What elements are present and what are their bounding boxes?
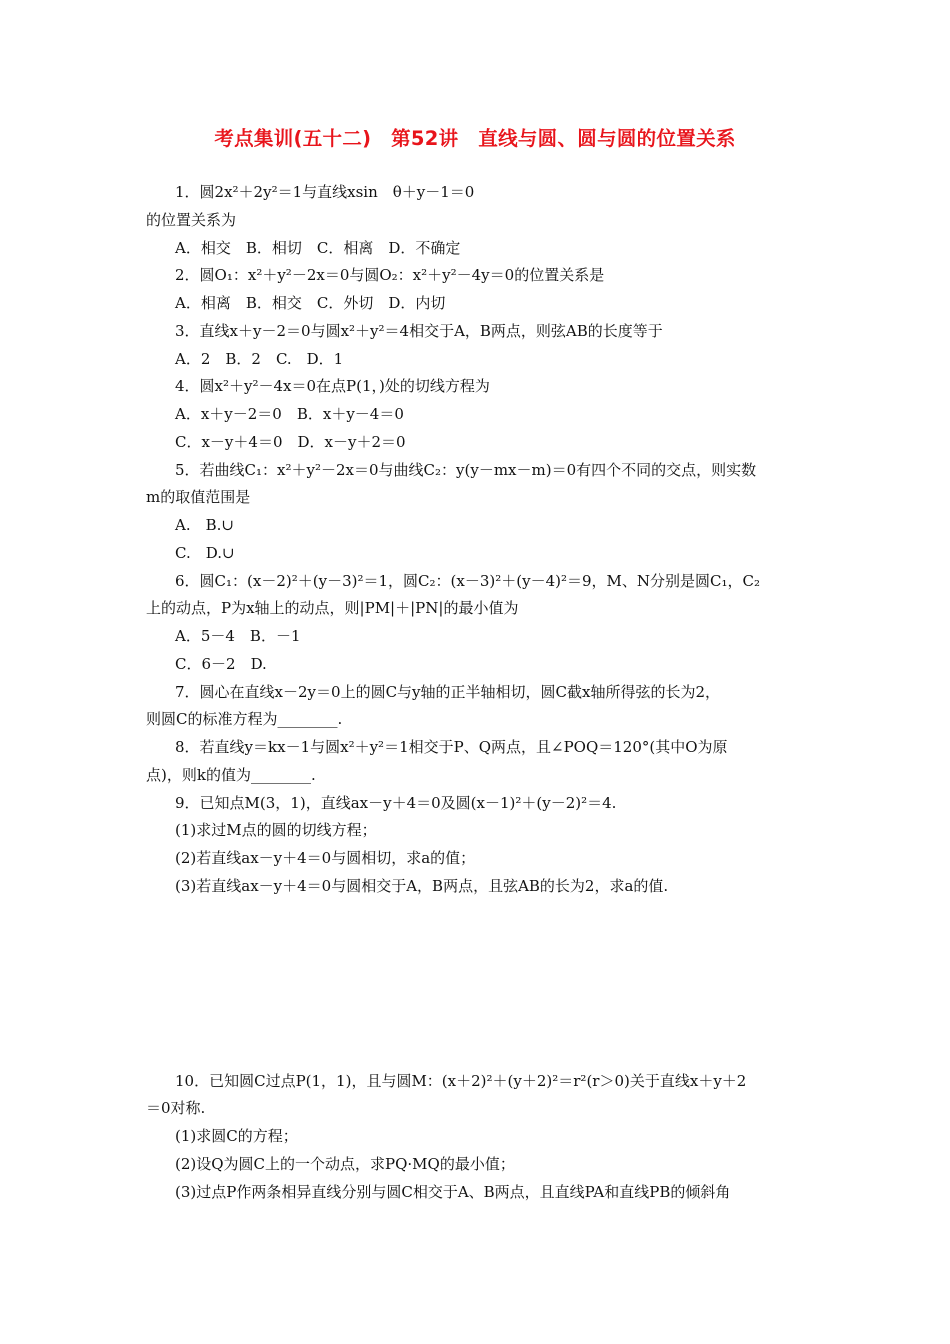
text-line: 9．已知点M(3，1)，直线ax－y＋4＝0及圆(x－1)²＋(y－2)²＝4. — [175, 794, 617, 812]
text-line: 1．圆2x²＋2y²＝1与直线xsin θ＋y－1＝0 — [175, 183, 475, 201]
text-line: (2)若直线ax－y＋4＝0与圆相切，求a的值； — [175, 849, 476, 867]
text-line: (2)设Q为圆C上的一个动点，求PQ·MQ的最小值； — [175, 1155, 515, 1173]
text-line: C．6－2 D. — [175, 655, 267, 673]
text-line: 6．圆C₁：(x－2)²＋(y－3)²＝1，圆C₂：(x－3)²＋(y－4)²＝9，M、N分别是圆C₁，C₂ — [175, 572, 760, 590]
page-title: 考点集训(五十二) 第52讲 直线与圆、圆与圆的位置关系 — [214, 127, 736, 150]
text-line: A. B.∪ — [175, 516, 234, 534]
text-line: m的取值范围是 — [146, 488, 251, 506]
text-line: A．相离 B．相交 C．外切 D．内切 — [175, 294, 446, 312]
text-line: C．x－y＋4＝0 D．x－y＋2＝0 — [175, 433, 406, 451]
text-line: (1)求过M点的圆的切线方程； — [175, 821, 377, 839]
text-line: 则圆C的标准方程为________. — [146, 710, 343, 728]
text-line: 8．若直线y＝kx－1与圆x²＋y²＝1相交于P、Q两点，且∠POQ＝120°(其中O为原 — [175, 738, 728, 756]
text-line: 3．直线x＋y－2＝0与圆x²＋y²＝4相交于A，B两点，则弦AB的长度等于 — [175, 322, 663, 340]
text-line: 上的动点，P为x轴上的动点，则|PM|＋|PN|的最小值为 — [146, 599, 519, 617]
text-line: 的位置关系为 — [146, 211, 237, 229]
text-line: 10．已知圆C过点P(1，1)，且与圆M：(x＋2)²＋(y＋2)²＝r²(r＞0)关于直线x＋y＋2 — [175, 1072, 747, 1090]
text-line: 2．圆O₁：x²＋y²－2x＝0与圆O₂：x²＋y²－4y＝0的位置关系是 — [175, 266, 605, 284]
text-line: (1)求圆C的方程； — [175, 1127, 298, 1145]
text-line: ＝0对称. — [146, 1099, 206, 1117]
text-line: C. D.∪ — [175, 544, 235, 562]
text-line: 点)，则k的值为________. — [146, 766, 316, 784]
text-line: 5．若曲线C₁：x²＋y²－2x＝0与曲线C₂：y(y－mx－m)＝0有四个不同的交点，则实数 — [175, 461, 757, 479]
text-line: (3)过点P作两条相异直线分别与圆C相交于A、B两点，且直线PA和直线PB的倾斜角 — [175, 1183, 731, 1201]
text-line: (3)若直线ax－y＋4＝0与圆相交于A，B两点，且弦AB的长为2，求a的值. — [175, 877, 669, 895]
text-line: A．x＋y－2＝0 B．x＋y－4＝0 — [175, 405, 404, 423]
text-line: A．5－4 B．－1 — [175, 627, 301, 645]
text-line: A．2 B．2 C. D．1 — [175, 350, 344, 368]
text-line: 7．圆心在直线x－2y＝0上的圆C与y轴的正半轴相切，圆C截x轴所得弦的长为2， — [175, 683, 720, 701]
text-line: 4．圆x²＋y²－4x＝0在点P(1，)处的切线方程为 — [175, 377, 490, 395]
text-line: A．相交 B．相切 C．相离 D．不确定 — [175, 239, 461, 257]
